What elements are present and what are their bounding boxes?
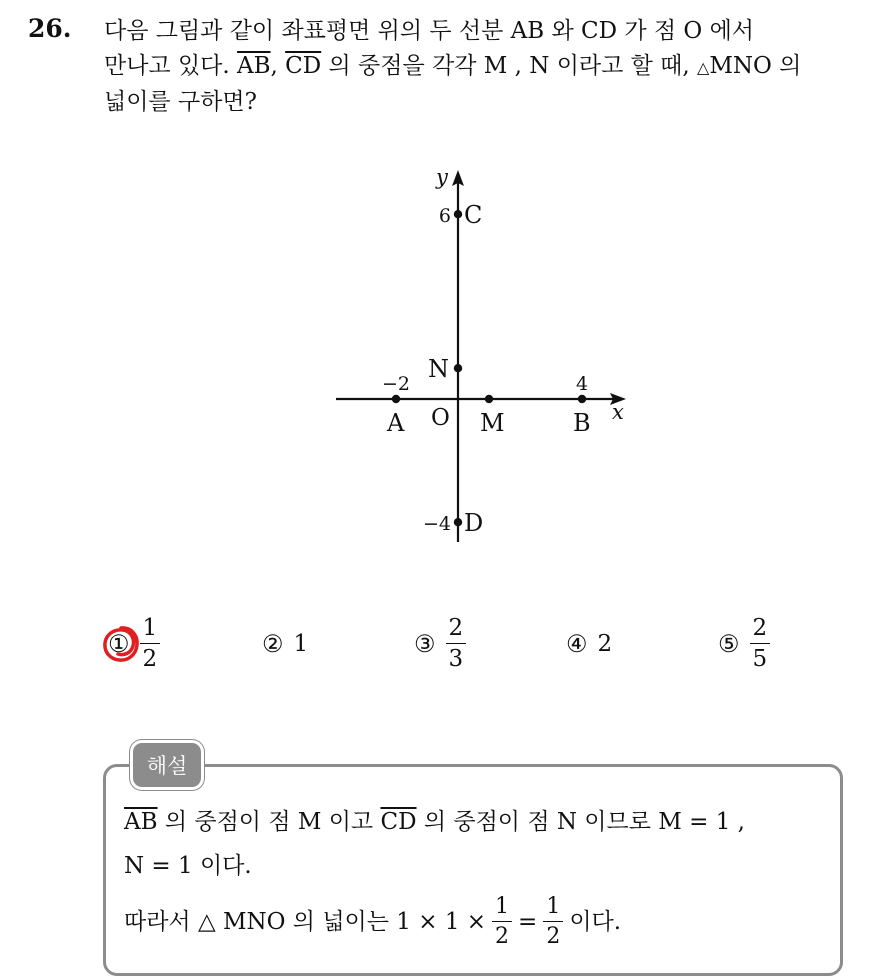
solution-text [124,800,745,948]
question-number: 26. [28,14,72,43]
choice-2-value: 1 [293,631,309,657]
solution-fraction-1-denominator: 2 [495,924,510,949]
choice-3-fraction [446,617,467,671]
solution-fraction-1-numerator: 1 [492,896,512,922]
point-b [578,395,586,403]
choice-5-numerator: 2 [750,617,771,644]
solution-line-1-a: 의 중점이 점 M 이고 [157,809,381,835]
solution-fraction-2-numerator: 1 [543,896,563,922]
choice-1-numerator: 1 [140,617,161,644]
origin-label: O [431,405,450,431]
question-text [104,14,864,120]
choice-1-denominator: 2 [142,646,158,672]
solution-line-3-b: 이다. [569,909,622,935]
point-d [454,518,462,526]
answer-choices [0,612,884,676]
tick-label-d: −4 [422,513,451,536]
choice-3-denominator: 3 [448,646,464,672]
choice-3[interactable] [414,612,466,676]
choice-5-fraction [750,617,771,671]
question-line-2-b: , [270,53,286,79]
solution-tag: 해설 [130,740,204,790]
point-label-n: N [428,355,449,384]
solution-line-1-b: 의 중점이 점 N 이므로 M = 1 , [416,809,745,835]
point-a [392,395,400,403]
solution-segment-ab: $\overline{AB}$ [124,809,158,835]
solution-line-1 [124,800,745,844]
choice-5[interactable] [718,612,770,676]
choice-2[interactable] [262,612,308,676]
solution-line-3-a: 따라서 △ MNO 의 넓이는 1 × 1 × [124,909,487,935]
triangle-symbol: △ [697,58,710,77]
choice-5-number: ⑤ [718,630,740,658]
point-c [454,210,462,218]
choice-4-number: ④ [566,630,588,658]
solution-line-2: N = 1 이다. [124,853,252,879]
selected-answer-mark-icon [102,625,140,663]
question-line-1: 다음 그림과 같이 좌표평면 위의 두 선분 AB 와 CD 가 점 O 에서 [104,18,755,44]
point-label-d: D [464,509,484,538]
choice-1-label: ① [108,630,130,658]
solution-fraction-2-denominator: 2 [546,924,561,949]
tick-label-b: 4 [575,373,589,395]
choice-1[interactable] [108,612,160,676]
coordinate-plane-figure [320,160,630,550]
point-n [454,364,462,372]
y-axis-label: y [436,165,448,189]
solution-fraction-2 [543,896,563,948]
point-m [485,395,493,403]
tick-label-a: −2 [381,373,411,395]
segment-ab: $\overline{AB}$ [237,53,271,79]
question-line-2 [104,49,864,85]
solution-line-3 [124,896,745,948]
choice-1-number [108,630,130,658]
question-line-2-d: MNO 의 [709,53,802,79]
choice-4-value: 2 [597,631,613,657]
choice-3-number: ③ [414,630,436,658]
question-line-2-a: 만나고 있다. [104,53,238,79]
point-label-a: A [387,409,405,437]
point-label-c: C [464,201,483,230]
question-line-3: 넓이를 구하면? [104,89,257,115]
solution-fraction-1 [492,896,512,948]
choice-3-numerator: 2 [446,617,467,644]
point-label-b: B [573,409,591,437]
solution-equals: = [518,909,538,935]
point-label-m: M [480,409,505,437]
tick-label-c: 6 [438,205,451,228]
choice-4[interactable] [566,612,612,676]
choice-1-fraction [140,617,161,671]
question-line-2-c: 의 중점을 각각 M , N 이라고 할 때, [321,53,698,79]
choice-5-denominator: 5 [752,646,768,672]
solution-segment-cd: $\overline{CD}$ [380,809,417,835]
choice-2-number: ② [262,630,284,658]
x-axis-label: x [612,400,624,424]
segment-cd: $\overline{CD}$ [285,53,322,79]
